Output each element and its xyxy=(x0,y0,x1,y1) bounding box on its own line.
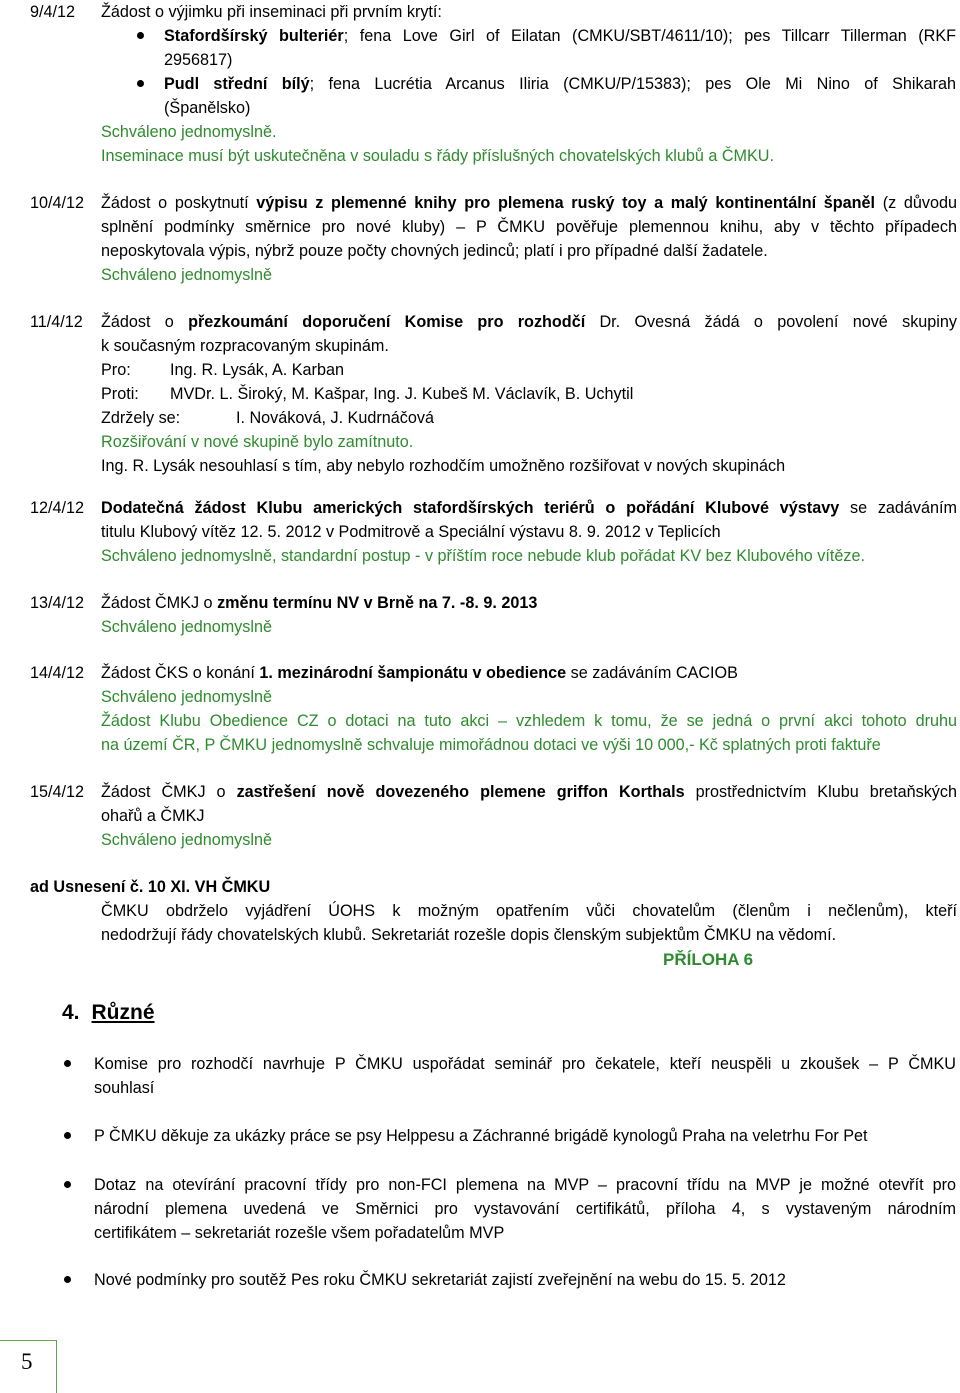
item-number: 15/4/12 xyxy=(30,783,85,801)
bold-phrase: výpisu z plemenné knihy pro plemena ruský toy a malý kontinentální španěl xyxy=(256,194,876,212)
list-item-continuation: souhlasí xyxy=(94,1079,155,1097)
vote-names: MVDr. L. Široký, M. Kašpar, Ing. J. Kubeš M. Václavík, B. Uchytil xyxy=(170,385,634,403)
approval-text: Schváleno jednomyslně xyxy=(101,831,272,849)
approval-text: Schváleno jednomyslně, standardní postup - v příštím roce nebude klub pořádat KV bez Klubového vítěze. xyxy=(101,547,865,565)
paragraph-line: splnění podmínky směrnice pro nové kluby) – P ČMKU pověřuje plemennou knihu, aby v těchto případech xyxy=(101,218,957,236)
approval-text: Schváleno jednomyslně. xyxy=(101,123,277,141)
subsection-heading: ad Usnesení č. 10 XI. VH ČMKU xyxy=(30,878,271,896)
vote-label: Zdržely se: xyxy=(101,409,181,427)
list-item xyxy=(164,24,956,48)
approval-text: Schváleno jednomyslně xyxy=(101,266,272,284)
vote-names: I. Nováková, J. Kudrnáčová xyxy=(236,409,434,427)
paragraph-line: Žádost ČMKJ o změnu termínu NV v Brně na 7. -8. 9. 2013 xyxy=(101,594,538,612)
bold-phrase: zastřešení nově dovezeného plemene griffon Korthals xyxy=(236,783,685,801)
bullet-icon xyxy=(64,1276,71,1283)
list-item-continuation: národní plemena uvedená ve Směrnici pro vystavování certifikátů, příloha 4, s vystaveným národním xyxy=(94,1200,956,1218)
paragraph-line: na území ČR, P ČMKU jednomyslně schvaluje mimořádnou dotaci ve výši 10 000,- Kč splatných proti faktuře xyxy=(101,736,881,754)
paragraph-line: Žádost ČKS o konání 1. mezinárodní šampionátu v obedience se zadáváním CACIOB xyxy=(101,664,738,682)
item-number: 11/4/12 xyxy=(30,313,83,331)
paragraph-line: titulu Klubový vítěz 12. 5. 2012 v Podmitrově a Speciální výstavu 8. 9. 2012 v Teplicích xyxy=(101,523,721,541)
list-item-text: ; fena Lucrétia Arcanus Iliria (CMKU/P/15383); pes Ole Mi Nino of Shikarah xyxy=(309,75,957,93)
paragraph-line: Žádost o poskytnutí výpisu z plemenné knihy pro plemena ruský toy a malý kontinentální španěl (z důvodu xyxy=(101,194,957,212)
attachment-label: PŘÍLOHA 6 xyxy=(663,950,754,969)
item-title: Žádost o výjimku při inseminaci při prvním krytí: xyxy=(101,3,442,21)
bullet-icon xyxy=(64,1181,71,1188)
bold-phrase: 1. mezinárodní šampionátu v obedience xyxy=(259,664,567,682)
bold-phrase: Dodatečná žádost Klubu amerických stafordšírských teriérů o pořádání Klubové výstavy xyxy=(101,499,840,517)
paragraph-line: ohařů a ČMKJ xyxy=(101,807,205,825)
bold-phrase: přezkoumání doporučení Komise pro rozhodčí xyxy=(188,313,586,331)
list-item: Komise pro rozhodčí navrhuje P ČMKU uspořádat seminář pro čekatele, kteří neuspěli u zkoušek – P ČMKU xyxy=(94,1055,956,1073)
section-heading: 4. Různé xyxy=(62,1001,155,1024)
page-number: 5 xyxy=(21,1349,33,1374)
list-item-continuation: (Španělsko) xyxy=(164,99,251,117)
item-number: 10/4/12 xyxy=(30,194,85,212)
item-number: 9/4/12 xyxy=(30,3,76,21)
approval-text: Schváleno jednomyslně xyxy=(101,618,272,636)
vote-names: Ing. R. Lysák, A. Karban xyxy=(170,361,344,379)
vote-label: Pro: xyxy=(101,361,131,379)
result-text: Rozšiřování v nové skupině bylo zamítnuto. xyxy=(101,433,414,451)
note-text: Inseminace musí být uskutečněna v souladu s řády příslušných chovatelských klubů a ČMKU. xyxy=(101,147,774,165)
bullet-icon xyxy=(137,80,144,87)
bullet-icon xyxy=(137,32,144,39)
list-item: Dotaz na otevírání pracovní třídy pro non-FCI plemena na MVP – pracovní třídu na MVP je možné otevřít pro xyxy=(94,1176,956,1194)
list-item xyxy=(164,72,956,96)
item-number: 14/4/12 xyxy=(30,664,85,682)
dissent-text: Ing. R. Lysák nesouhlasí s tím, aby nebylo rozhodčím umožněno rozšiřovat v nových skupinách xyxy=(101,457,786,475)
paragraph-line: Žádost Klubu Obedience CZ o dotaci na tuto akci – vzhledem k tomu, že se jedná o první akci tohoto druhu xyxy=(101,712,957,730)
paragraph-line: neposkytovala výpis, nýbrž pouze počty chovných jedinců; platí i pro případné další žadatele. xyxy=(101,242,768,260)
paragraph-line: Žádost ČMKJ o zastřešení nově dovezeného plemene griffon Korthals prostřednictvím Klubu bretaňských xyxy=(101,783,957,801)
paragraph-line: nedodržují řády chovatelských klubů. Sekretariát rozešle dopis členským subjektům ČMKU na vědomí. xyxy=(101,926,837,944)
item-number: 12/4/12 xyxy=(30,499,85,517)
list-item: Nové podmínky pro soutěž Pes roku ČMKU sekretariát zajistí zveřejnění na webu do 15. 5. 2012 xyxy=(94,1271,786,1289)
list-item-continuation: certifikátem – sekretariát rozešle všem pořadatelům MVP xyxy=(94,1224,505,1242)
list-item-text: ; fena Love Girl of Eilatan (CMKU/SBT/4611/10); pes Tillcarr Tillerman (RKF xyxy=(343,27,957,45)
breed-name: Stafordšírský bulteriér xyxy=(164,27,344,45)
paragraph-line: Dodatečná žádost Klubu amerických stafordšírských teriérů o pořádání Klubové výstavy se zadáváním xyxy=(101,499,958,517)
paragraph-line: Žádost o přezkoumání doporučení Komise pro rozhodčí Dr. Ovesná žádá o povolení nové skupiny xyxy=(101,313,957,331)
approval-text: Schváleno jednomyslně xyxy=(101,688,272,706)
bold-phrase: změnu termínu NV v Brně na 7. -8. 9. 2013 xyxy=(217,594,538,612)
paragraph-line: ČMKU obdrželo vyjádření ÚOHS k možným opatřením vůči chovatelům (členům i nečlenům), kteří xyxy=(101,902,957,920)
list-item: P ČMKU děkuje za ukázky práce se psy Helppesu a Záchranné brigádě kynologů Praha na veletrhu For Pet xyxy=(94,1127,868,1145)
bullet-icon xyxy=(64,1060,71,1067)
vote-label: Proti: xyxy=(101,385,139,403)
bullet-icon xyxy=(64,1132,71,1139)
breed-name: Pudl střední bílý xyxy=(164,75,310,93)
list-item-continuation: 2956817) xyxy=(164,51,233,69)
item-number: 13/4/12 xyxy=(30,594,85,612)
paragraph-line: k současným rozpracovaným skupinám. xyxy=(101,337,389,355)
